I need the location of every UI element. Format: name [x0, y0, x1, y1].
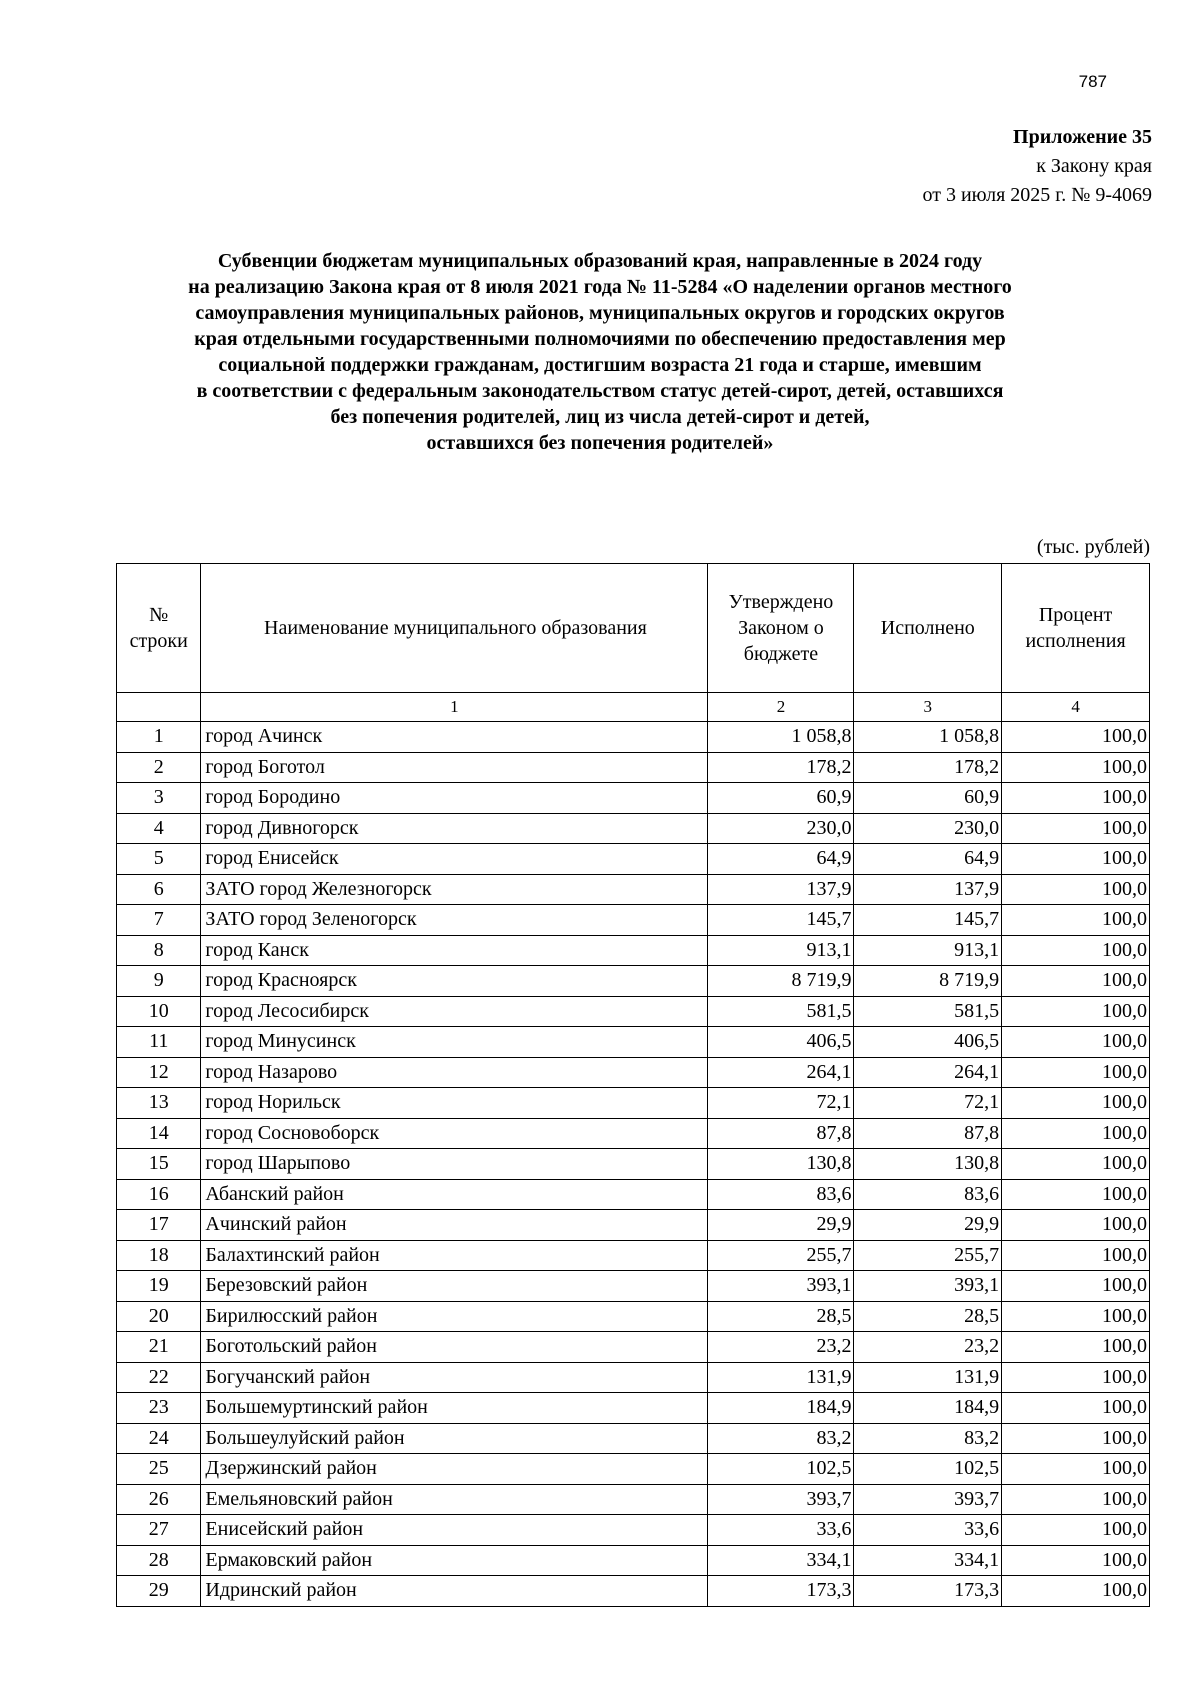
- table-row: [117, 905, 1150, 936]
- executed-amount-cell: 60,9: [854, 783, 1002, 814]
- column-number: 2: [708, 693, 854, 722]
- executed-amount-cell: 83,2: [854, 1423, 1002, 1454]
- row-number-cell: 24: [117, 1423, 201, 1454]
- annex-title: Приложение 35: [1013, 126, 1152, 148]
- approved-amount-cell: 33,6: [708, 1515, 854, 1546]
- approved-amount-cell: 173,3: [708, 1576, 854, 1607]
- table-row: [117, 1393, 1150, 1424]
- row-number-cell: 23: [117, 1393, 201, 1424]
- executed-amount-cell: 87,8: [854, 1118, 1002, 1149]
- approved-amount-cell: 60,9: [708, 783, 854, 814]
- municipality-name-cell: Богучанский район: [201, 1362, 708, 1393]
- execution-percent-cell: 100,0: [1002, 1210, 1150, 1241]
- approved-amount-cell: 72,1: [708, 1088, 854, 1119]
- executed-amount-cell: 406,5: [854, 1027, 1002, 1058]
- row-number-cell: 1: [117, 722, 201, 753]
- executed-amount-cell: 83,6: [854, 1179, 1002, 1210]
- execution-percent-cell: 100,0: [1002, 783, 1150, 814]
- title-line: на реализацию Закона края от 8 июля 2021 года № 11-5284 «О наделении органов местного: [188, 276, 1012, 298]
- row-number-cell: 4: [117, 813, 201, 844]
- table-row: [117, 874, 1150, 905]
- executed-amount-cell: 72,1: [854, 1088, 1002, 1119]
- approved-amount-cell: 23,2: [708, 1332, 854, 1363]
- row-number-cell: 21: [117, 1332, 201, 1363]
- title-line: самоуправления муниципальных районов, муниципальных округов и городских округов: [195, 302, 1005, 324]
- executed-amount-cell: 29,9: [854, 1210, 1002, 1241]
- execution-percent-cell: 100,0: [1002, 722, 1150, 753]
- municipality-name-cell: Большеулуйский район: [201, 1423, 708, 1454]
- municipality-name-cell: Большемуртинский район: [201, 1393, 708, 1424]
- executed-amount-cell: 131,9: [854, 1362, 1002, 1393]
- municipality-name-cell: ЗАТО город Зеленогорск: [201, 905, 708, 936]
- row-number-cell: 7: [117, 905, 201, 936]
- table-row: [117, 966, 1150, 997]
- execution-percent-cell: 100,0: [1002, 1118, 1150, 1149]
- approved-amount-cell: 137,9: [708, 874, 854, 905]
- execution-percent-cell: 100,0: [1002, 874, 1150, 905]
- row-number-cell: 13: [117, 1088, 201, 1119]
- table-row: [117, 935, 1150, 966]
- executed-amount-cell: 23,2: [854, 1332, 1002, 1363]
- table-row: [117, 752, 1150, 783]
- approved-amount-cell: 145,7: [708, 905, 854, 936]
- execution-percent-cell: 100,0: [1002, 1484, 1150, 1515]
- municipality-name-cell: город Лесосибирск: [201, 996, 708, 1027]
- row-number-cell: 9: [117, 966, 201, 997]
- municipality-name-cell: город Боготол: [201, 752, 708, 783]
- annex-date: от 3 июля 2025 г. № 9-4069: [922, 184, 1152, 206]
- municipality-name-cell: Березовский район: [201, 1271, 708, 1302]
- approved-amount-cell: 87,8: [708, 1118, 854, 1149]
- municipality-name-cell: город Канск: [201, 935, 708, 966]
- table-header-row: [117, 564, 1150, 693]
- column-number: 4: [1002, 693, 1150, 722]
- table-row: [117, 1118, 1150, 1149]
- executed-amount-cell: 145,7: [854, 905, 1002, 936]
- municipality-name-cell: город Шарыпово: [201, 1149, 708, 1180]
- execution-percent-cell: 100,0: [1002, 1301, 1150, 1332]
- column-number-row: [117, 693, 1150, 722]
- header-row-number: № строки: [117, 564, 201, 693]
- approved-amount-cell: 393,7: [708, 1484, 854, 1515]
- row-number-cell: 22: [117, 1362, 201, 1393]
- execution-percent-cell: 100,0: [1002, 905, 1150, 936]
- execution-percent-cell: 100,0: [1002, 752, 1150, 783]
- table-row: [117, 1454, 1150, 1485]
- executed-amount-cell: 393,7: [854, 1484, 1002, 1515]
- executed-amount-cell: 581,5: [854, 996, 1002, 1027]
- table-row: [117, 1545, 1150, 1576]
- municipality-name-cell: город Назарово: [201, 1057, 708, 1088]
- municipality-name-cell: город Дивногорск: [201, 813, 708, 844]
- executed-amount-cell: 102,5: [854, 1454, 1002, 1485]
- table-row: [117, 1179, 1150, 1210]
- execution-percent-cell: 100,0: [1002, 1454, 1150, 1485]
- execution-percent-cell: 100,0: [1002, 1240, 1150, 1271]
- table-row: [117, 1515, 1150, 1546]
- execution-percent-cell: 100,0: [1002, 1423, 1150, 1454]
- executed-amount-cell: 913,1: [854, 935, 1002, 966]
- approved-amount-cell: 581,5: [708, 996, 854, 1027]
- approved-amount-cell: 130,8: [708, 1149, 854, 1180]
- municipality-name-cell: Боготольский район: [201, 1332, 708, 1363]
- municipality-name-cell: Бирилюсский район: [201, 1301, 708, 1332]
- row-number-cell: 15: [117, 1149, 201, 1180]
- title-line: края отдельными государственными полномочиями по обеспечению предоставления мер: [194, 328, 1006, 350]
- table-row: [117, 1423, 1150, 1454]
- row-number-cell: 20: [117, 1301, 201, 1332]
- row-number-cell: 27: [117, 1515, 201, 1546]
- row-number-cell: 3: [117, 783, 201, 814]
- execution-percent-cell: 100,0: [1002, 1576, 1150, 1607]
- approved-amount-cell: 255,7: [708, 1240, 854, 1271]
- row-number-cell: 12: [117, 1057, 201, 1088]
- table-row: [117, 1027, 1150, 1058]
- title-line: оставшихся без попечения родителей»: [426, 432, 774, 454]
- approved-amount-cell: 230,0: [708, 813, 854, 844]
- approved-amount-cell: 184,9: [708, 1393, 854, 1424]
- table-row: [117, 1362, 1150, 1393]
- row-number-cell: 11: [117, 1027, 201, 1058]
- municipality-name-cell: Ачинский район: [201, 1210, 708, 1241]
- approved-amount-cell: 64,9: [708, 844, 854, 875]
- execution-percent-cell: 100,0: [1002, 1088, 1150, 1119]
- approved-amount-cell: 131,9: [708, 1362, 854, 1393]
- execution-percent-cell: 100,0: [1002, 1545, 1150, 1576]
- execution-percent-cell: 100,0: [1002, 1149, 1150, 1180]
- row-number-cell: 6: [117, 874, 201, 905]
- approved-amount-cell: 28,5: [708, 1301, 854, 1332]
- execution-percent-cell: 100,0: [1002, 935, 1150, 966]
- municipality-name-cell: город Бородино: [201, 783, 708, 814]
- table-row: [117, 1301, 1150, 1332]
- column-number: 1: [201, 693, 708, 722]
- approved-amount-cell: 178,2: [708, 752, 854, 783]
- table-body: [117, 722, 1150, 1607]
- table-row: [117, 996, 1150, 1027]
- approved-amount-cell: 29,9: [708, 1210, 854, 1241]
- execution-percent-cell: 100,0: [1002, 1393, 1150, 1424]
- executed-amount-cell: 230,0: [854, 813, 1002, 844]
- executed-amount-cell: 130,8: [854, 1149, 1002, 1180]
- table-row: [117, 783, 1150, 814]
- page-number: 787: [1078, 72, 1107, 91]
- approved-amount-cell: 1 058,8: [708, 722, 854, 753]
- row-number-cell: 10: [117, 996, 201, 1027]
- header-percent: Процент исполнения: [1002, 564, 1150, 693]
- annex-block: [923, 123, 1153, 210]
- annex-law-ref: к Закону края: [1036, 155, 1152, 177]
- subsidies-table: [116, 563, 1150, 1607]
- row-number-cell: 5: [117, 844, 201, 875]
- header-municipality-name: Наименование муниципального образования: [201, 564, 708, 693]
- table-row: [117, 1332, 1150, 1363]
- approved-amount-cell: 406,5: [708, 1027, 854, 1058]
- municipality-name-cell: город Минусинск: [201, 1027, 708, 1058]
- title-line: в соответствии с федеральным законодательством статус детей-сирот, детей, оставшихся: [196, 380, 1004, 402]
- table-row: [117, 1088, 1150, 1119]
- execution-percent-cell: 100,0: [1002, 966, 1150, 997]
- row-number-cell: 14: [117, 1118, 201, 1149]
- row-number-cell: 2: [117, 752, 201, 783]
- execution-percent-cell: 100,0: [1002, 996, 1150, 1027]
- executed-amount-cell: 184,9: [854, 1393, 1002, 1424]
- execution-percent-cell: 100,0: [1002, 1027, 1150, 1058]
- approved-amount-cell: 334,1: [708, 1545, 854, 1576]
- approved-amount-cell: 393,1: [708, 1271, 854, 1302]
- municipality-name-cell: ЗАТО город Железногорск: [201, 874, 708, 905]
- row-number-cell: 19: [117, 1271, 201, 1302]
- executed-amount-cell: 264,1: [854, 1057, 1002, 1088]
- approved-amount-cell: 913,1: [708, 935, 854, 966]
- column-number: 3: [854, 693, 1002, 722]
- table-row: [117, 722, 1150, 753]
- execution-percent-cell: 100,0: [1002, 1515, 1150, 1546]
- row-number-cell: 28: [117, 1545, 201, 1576]
- title-line: без попечения родителей, лиц из числа детей-сирот и детей,: [330, 406, 870, 428]
- executed-amount-cell: 137,9: [854, 874, 1002, 905]
- executed-amount-cell: 64,9: [854, 844, 1002, 875]
- table-row: [117, 1240, 1150, 1271]
- table-row: [117, 1057, 1150, 1088]
- table-row: [117, 1576, 1150, 1607]
- executed-amount-cell: 173,3: [854, 1576, 1002, 1607]
- approved-amount-cell: 83,6: [708, 1179, 854, 1210]
- municipality-name-cell: Енисейский район: [201, 1515, 708, 1546]
- row-number-cell: 26: [117, 1484, 201, 1515]
- executed-amount-cell: 393,1: [854, 1271, 1002, 1302]
- header-executed: Исполнено: [854, 564, 1002, 693]
- approved-amount-cell: 8 719,9: [708, 966, 854, 997]
- execution-percent-cell: 100,0: [1002, 1179, 1150, 1210]
- table-row: [117, 844, 1150, 875]
- table-row: [117, 1149, 1150, 1180]
- executed-amount-cell: 334,1: [854, 1545, 1002, 1576]
- executed-amount-cell: 178,2: [854, 752, 1002, 783]
- execution-percent-cell: 100,0: [1002, 844, 1150, 875]
- executed-amount-cell: 33,6: [854, 1515, 1002, 1546]
- municipality-name-cell: город Красноярск: [201, 966, 708, 997]
- units-label: (тыс. рублей): [1036, 536, 1150, 558]
- approved-amount-cell: 264,1: [708, 1057, 854, 1088]
- municipality-name-cell: город Норильск: [201, 1088, 708, 1119]
- executed-amount-cell: 255,7: [854, 1240, 1002, 1271]
- table-row: [117, 1484, 1150, 1515]
- executed-amount-cell: 8 719,9: [854, 966, 1002, 997]
- row-number-cell: 25: [117, 1454, 201, 1485]
- executed-amount-cell: 28,5: [854, 1301, 1002, 1332]
- header-approved: Утверждено Законом о бюджете: [708, 564, 854, 693]
- row-number-cell: 17: [117, 1210, 201, 1241]
- row-number-cell: 16: [117, 1179, 201, 1210]
- row-number-cell: 29: [117, 1576, 201, 1607]
- table-row: [117, 1271, 1150, 1302]
- approved-amount-cell: 83,2: [708, 1423, 854, 1454]
- municipality-name-cell: Идринский район: [201, 1576, 708, 1607]
- table-row: [117, 1210, 1150, 1241]
- execution-percent-cell: 100,0: [1002, 1332, 1150, 1363]
- title-line: социальной поддержки гражданам, достигшим возраста 21 года и старше, имевшим: [218, 354, 982, 376]
- execution-percent-cell: 100,0: [1002, 1271, 1150, 1302]
- table-row: [117, 813, 1150, 844]
- row-number-cell: 8: [117, 935, 201, 966]
- approved-amount-cell: 102,5: [708, 1454, 854, 1485]
- municipality-name-cell: город Енисейск: [201, 844, 708, 875]
- municipality-name-cell: Емельяновский район: [201, 1484, 708, 1515]
- execution-percent-cell: 100,0: [1002, 1362, 1150, 1393]
- execution-percent-cell: 100,0: [1002, 1057, 1150, 1088]
- column-number-empty: [117, 693, 201, 722]
- municipality-name-cell: Дзержинский район: [201, 1454, 708, 1485]
- executed-amount-cell: 1 058,8: [854, 722, 1002, 753]
- execution-percent-cell: 100,0: [1002, 813, 1150, 844]
- row-number-cell: 18: [117, 1240, 201, 1271]
- title-line: Субвенции бюджетам муниципальных образований края, направленные в 2024 году: [217, 250, 983, 272]
- municipality-name-cell: город Сосновоборск: [201, 1118, 708, 1149]
- municipality-name-cell: Ермаковский район: [201, 1545, 708, 1576]
- document-title: [90, 248, 1110, 456]
- municipality-name-cell: город Ачинск: [201, 722, 708, 753]
- municipality-name-cell: Балахтинский район: [201, 1240, 708, 1271]
- municipality-name-cell: Абанский район: [201, 1179, 708, 1210]
